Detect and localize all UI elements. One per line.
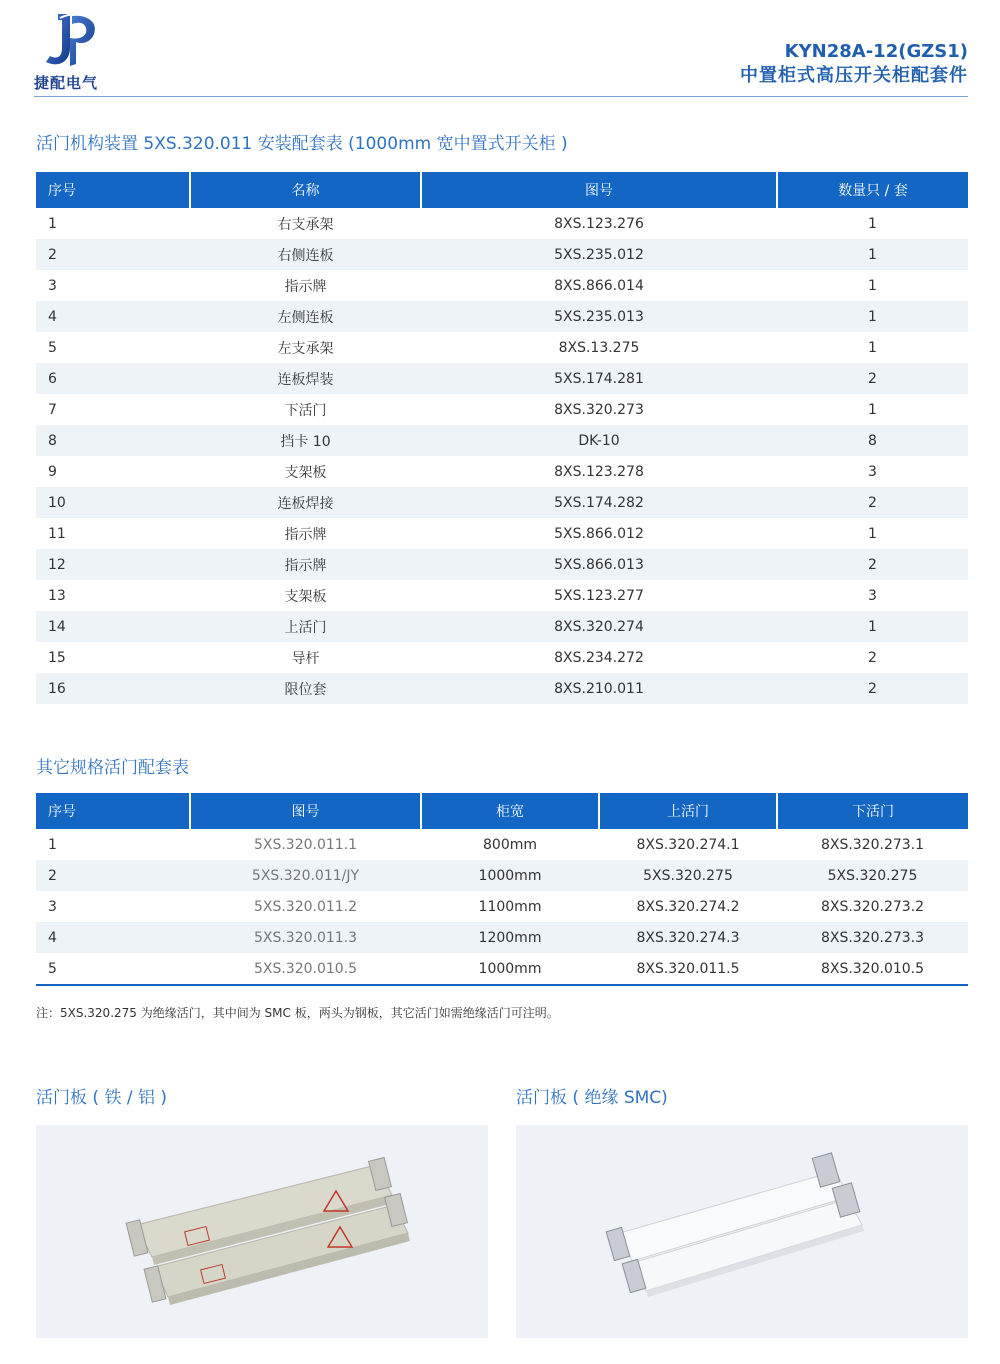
metal-shutter-illustration — [36, 1125, 488, 1338]
header-divider — [34, 96, 968, 97]
table-row — [36, 270, 968, 301]
cell-drawing-no: 8XS.866.014 — [554, 277, 644, 294]
col-header-lower-shutter: 下活门 — [777, 793, 968, 829]
cell-cabinet-width: 1000mm — [421, 860, 599, 891]
cell-drawing-no: 8XS.123.278 — [554, 463, 644, 480]
smc-shutter-photo — [516, 1125, 968, 1338]
section2-title: 其它规格活门配套表 — [36, 758, 189, 778]
table-row — [36, 891, 968, 922]
table-row — [36, 580, 968, 611]
cell-name: 挡卡 10 — [190, 425, 421, 456]
product-model: KYN28A-12(GZS1) — [784, 41, 968, 62]
cell-quantity: 1 — [777, 239, 968, 270]
cell-name: 指示牌 — [284, 278, 327, 295]
cell-no: 6 — [36, 363, 190, 394]
cell-name: 右支承架 — [277, 216, 334, 233]
cell-drawing-no: 8XS.210.011 — [421, 673, 777, 704]
cell-drawing-no: 8XS.13.275 — [558, 339, 640, 356]
cell-no: 15 — [48, 649, 66, 666]
table-row — [36, 922, 968, 953]
cell-quantity: 2 — [777, 549, 968, 580]
cell-name: 下活门 — [284, 402, 327, 419]
col-header-name: 名称 — [190, 172, 421, 208]
cell-no: 5 — [48, 960, 57, 977]
cell-quantity: 1 — [777, 611, 968, 642]
cell-lower-shutter: 5XS.320.275 — [777, 860, 968, 891]
table-row — [36, 518, 968, 549]
cell-lower-shutter: 8XS.320.273.1 — [820, 836, 925, 853]
table-header-row — [36, 172, 968, 208]
cell-no: 12 — [36, 549, 190, 580]
cell-drawing-no: 5XS.320.011.1 — [253, 836, 358, 853]
cell-cabinet-width: 1000mm — [478, 960, 542, 977]
shutter-parts-table — [36, 172, 968, 704]
table-row — [36, 673, 968, 704]
cell-quantity: 1 — [868, 277, 877, 294]
cell-cabinet-width: 1200mm — [421, 922, 599, 953]
cell-no: 5 — [48, 339, 57, 356]
jp-logo-icon — [40, 10, 100, 70]
cell-quantity: 1 — [777, 301, 968, 332]
col-header-drawing-no: 图号 — [421, 172, 777, 208]
cell-name: 支架板 — [284, 464, 327, 481]
cell-drawing-no: 8XS.320.274 — [421, 611, 777, 642]
other-specs-table — [36, 793, 968, 986]
cell-lower-shutter: 8XS.320.010.5 — [820, 960, 925, 977]
table-row — [36, 363, 968, 394]
cell-name: 连板焊装 — [190, 363, 421, 394]
cell-no: 1 — [48, 836, 57, 853]
cell-name: 指示牌 — [190, 549, 421, 580]
cell-no: 14 — [36, 611, 190, 642]
cell-drawing-no: 8XS.123.276 — [554, 215, 644, 232]
cell-drawing-no: DK-10 — [421, 425, 777, 456]
table-row — [36, 953, 968, 985]
cell-upper-shutter: 5XS.320.275 — [599, 860, 777, 891]
table-row — [36, 487, 968, 518]
cell-name: 上活门 — [190, 611, 421, 642]
cell-name: 指示牌 — [284, 526, 327, 543]
col-header-upper-shutter: 上活门 — [599, 793, 777, 829]
cell-drawing-no: 8XS.320.273 — [554, 401, 644, 418]
cell-upper-shutter: 8XS.320.011.5 — [636, 960, 740, 977]
cell-upper-shutter: 8XS.320.274.1 — [636, 836, 740, 853]
cell-drawing-no: 5XS.866.012 — [554, 525, 644, 542]
cell-cabinet-width: 1100mm — [478, 898, 542, 915]
cell-no: 4 — [36, 301, 190, 332]
cell-name: 连板焊接 — [190, 487, 421, 518]
cell-drawing-no: 5XS.866.013 — [421, 549, 777, 580]
cell-no: 3 — [48, 277, 57, 294]
cell-drawing-no: 5XS.320.011.2 — [253, 898, 358, 915]
smc-shutter-illustration — [516, 1125, 968, 1338]
cell-quantity: 3 — [868, 463, 877, 480]
product-description: 中置柜式高压开关柜配套件 — [740, 65, 968, 86]
cell-no: 8 — [36, 425, 190, 456]
company-logo — [34, 10, 114, 92]
table-row — [36, 208, 968, 239]
cell-drawing-no: 5XS.235.013 — [421, 301, 777, 332]
cell-no: 1 — [48, 215, 57, 232]
cell-name: 左侧连板 — [190, 301, 421, 332]
cell-drawing-no: 5XS.320.010.5 — [253, 960, 358, 977]
cell-no: 2 — [36, 239, 190, 270]
cell-quantity: 8 — [777, 425, 968, 456]
table-header-row — [36, 793, 968, 829]
cell-quantity: 3 — [868, 587, 877, 604]
col-header-no: 序号 — [36, 793, 190, 829]
cell-no: 13 — [48, 587, 66, 604]
col-header-drawing-no: 图号 — [190, 793, 421, 829]
cell-no: 16 — [36, 673, 190, 704]
table-row — [36, 611, 968, 642]
cell-cabinet-width: 800mm — [483, 836, 537, 853]
logo-text: 捷配电气 — [34, 74, 99, 92]
cell-name: 左支承架 — [277, 340, 334, 357]
table-row — [36, 549, 968, 580]
cell-upper-shutter: 8XS.320.274.2 — [636, 898, 740, 915]
col-header-cabinet-width: 柜宽 — [421, 793, 599, 829]
table-row — [36, 829, 968, 860]
image2-title: 活门板 ( 绝缘 SMC) — [516, 1088, 668, 1108]
table-row — [36, 642, 968, 673]
table-row — [36, 239, 968, 270]
cell-quantity: 2 — [777, 363, 968, 394]
cell-quantity: 2 — [777, 673, 968, 704]
cell-quantity: 1 — [868, 215, 877, 232]
cell-drawing-no: 5XS.320.011/JY — [190, 860, 421, 891]
image1-title: 活门板 ( 铁 / 铝 ) — [36, 1088, 168, 1108]
cell-name: 导杆 — [291, 650, 320, 667]
cell-quantity: 1 — [868, 401, 877, 418]
cell-name: 限位套 — [190, 673, 421, 704]
col-header-no: 序号 — [36, 172, 190, 208]
cell-drawing-no: 5XS.174.281 — [421, 363, 777, 394]
cell-quantity: 2 — [868, 649, 877, 666]
cell-drawing-no: 5XS.320.011.3 — [190, 922, 421, 953]
col-header-quantity: 数量只 / 套 — [777, 172, 968, 208]
cell-no: 11 — [48, 525, 66, 542]
cell-quantity: 1 — [868, 525, 877, 542]
cell-no: 9 — [48, 463, 57, 480]
metal-shutter-photo — [36, 1125, 488, 1338]
cell-upper-shutter: 8XS.320.274.3 — [599, 922, 777, 953]
cell-no: 3 — [48, 898, 57, 915]
table-row — [36, 425, 968, 456]
cell-drawing-no: 8XS.234.272 — [554, 649, 644, 666]
cell-no: 2 — [36, 860, 190, 891]
section1-title: 活门机构装置 5XS.320.011 安装配套表 (1000mm 宽中置式开关柜 ) — [36, 134, 568, 154]
header-title-block — [740, 40, 968, 88]
cell-drawing-no: 5XS.174.282 — [421, 487, 777, 518]
table-row — [36, 456, 968, 487]
cell-no: 4 — [36, 922, 190, 953]
cell-name: 右侧连板 — [190, 239, 421, 270]
cell-name: 支架板 — [284, 588, 327, 605]
cell-lower-shutter: 8XS.320.273.3 — [777, 922, 968, 953]
cell-drawing-no: 5XS.235.012 — [421, 239, 777, 270]
cell-no: 7 — [48, 401, 57, 418]
cell-drawing-no: 5XS.123.277 — [554, 587, 644, 604]
cell-quantity: 2 — [777, 487, 968, 518]
table-row — [36, 394, 968, 425]
table-row — [36, 301, 968, 332]
footnote: 注：5XS.320.275 为绝缘活门，其中间为 SMC 板，两头为钢板，其它活门如需绝缘活门可注明。 — [36, 1006, 559, 1020]
cell-lower-shutter: 8XS.320.273.2 — [820, 898, 925, 915]
cell-quantity: 1 — [868, 339, 877, 356]
cell-no: 10 — [36, 487, 190, 518]
table-row — [36, 860, 968, 891]
table-row — [36, 332, 968, 363]
